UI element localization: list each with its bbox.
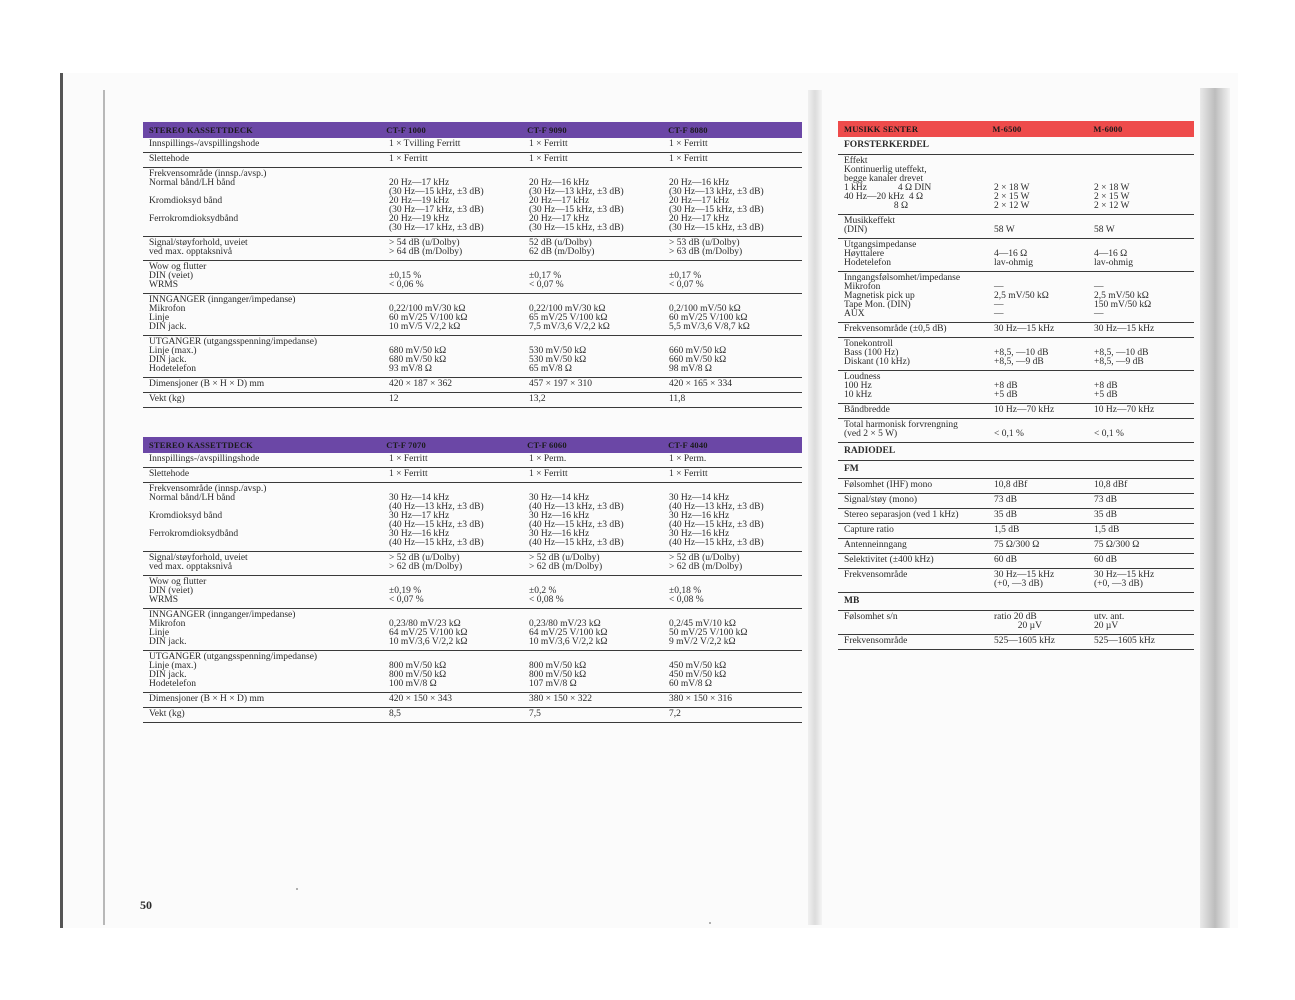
spec-value: 60 dB <box>994 555 1017 565</box>
spec-value: 0,22/100 mV/30 kΩ 60 mV/25 V/100 kΩ 10 mV/5 V/2,2 kΩ <box>389 304 468 332</box>
table-title: MUSIKK SENTER <box>844 123 919 134</box>
spec-value: 10 Hz—70 kHz <box>994 405 1055 415</box>
spec-value: 800 mV/50 kΩ 800 mV/50 kΩ 100 mV/8 Ω <box>389 661 447 689</box>
spec-row <box>838 635 1194 650</box>
spec-row <box>838 404 1194 419</box>
spec-value: 30 Hz—15 kHz <box>1094 324 1155 334</box>
spec-value: 10,8 dBf <box>1094 480 1128 490</box>
spec-value: 11,8 <box>669 394 686 404</box>
spec-value: ±0,19 % < 0,07 % <box>389 586 424 605</box>
page-number: 50 <box>140 898 152 912</box>
spec-value: 420 × 150 × 343 <box>389 694 452 704</box>
spec-value: 2 × 18 W 2 × 15 W 2 × 12 W <box>994 183 1030 211</box>
spec-value: 13,2 <box>529 394 546 404</box>
spec-value: 1 × Ferritt <box>669 154 708 164</box>
spec-row <box>838 479 1194 494</box>
spec-value: 0,23/80 mV/23 kΩ 64 mV/25 V/100 kΩ 10 mV/3,6 V/2,2 kΩ <box>529 619 608 647</box>
spec-label: Total harmonisk forvrengning (ved 2 × 5 W) <box>844 420 958 439</box>
spec-value: 52 dB (u/Dolby) 62 dB (m/Dolby) <box>529 238 595 257</box>
spec-label: Tonekontroll Bass (100 Hz) Diskant (10 kHz) <box>844 339 910 367</box>
table-header <box>143 122 802 138</box>
section-heading: FM <box>838 461 1194 479</box>
spec-value: > 52 dB (u/Dolby) > 62 dB (m/Dolby) <box>529 553 603 572</box>
spec-row <box>143 393 802 408</box>
spec-value: 1 × Ferritt <box>669 469 708 479</box>
spec-label: Innspillings-/avspillingshode <box>149 139 260 149</box>
spec-label: INNGANGER (innganger/impedanse) Mikrofon Linje DIN jack. <box>149 610 296 647</box>
spec-value: 58 W <box>1094 225 1115 235</box>
spec-row <box>143 453 802 468</box>
spec-row <box>838 611 1194 635</box>
spec-value: +8,5, —10 dB +8,5, —9 dB <box>994 348 1049 367</box>
spec-value: +8 dB +5 dB <box>1094 381 1118 400</box>
spec-label: UTGANGER (utgangsspenning/impedanse) Linje (max.) DIN jack. Hodetelefon <box>149 652 318 689</box>
table-title: STEREO KASSETTDECK <box>149 124 253 135</box>
spec-value: ratio 20 dB 20 µV <box>994 612 1042 631</box>
table-title: STEREO KASSETTDECK <box>149 439 253 450</box>
spec-value: 680 mV/50 kΩ 680 mV/50 kΩ 93 mV/8 Ω <box>389 346 447 374</box>
spec-value: 8,5 <box>389 709 401 719</box>
spec-value: 525—1605 kHz <box>1094 636 1155 646</box>
spec-row <box>143 609 802 651</box>
spec-value: 1 × Perm. <box>669 454 707 464</box>
spec-value: 1 × Ferritt <box>669 139 708 149</box>
spec-label: Frekvensområde (innsp./avsp.) Normal bånd/LH bånd Kromdioksyd bånd Ferrokromdioksydbånd <box>149 484 267 539</box>
cassette-deck-table-1 <box>143 122 802 408</box>
spec-value: 380 × 150 × 316 <box>669 694 732 704</box>
spec-row <box>143 468 802 483</box>
spec-value: 20 Hz—16 kHz (30 Hz—13 kHz, ±3 dB) 20 Hz—17 kHz (30 Hz—15 kHz, ±3 dB) 20 Hz—17 kHz (30 Hz—15 kHz, ±3 dB) <box>529 178 624 233</box>
model-name: M-6500 <box>992 123 1022 134</box>
spec-label: Inngangsfølsomhet/impedanse Mikrofon Magnetisk pick up Tape Mon. (DIN) AUX <box>844 273 961 319</box>
spec-value: ±0,17 % < 0,07 % <box>669 271 704 290</box>
spec-value: 660 mV/50 kΩ 660 mV/50 kΩ 98 mV/8 Ω <box>669 346 727 374</box>
spec-label: Vekt (kg) <box>149 394 185 404</box>
spec-value: 380 × 150 × 322 <box>529 694 592 704</box>
spec-value: 75 Ω/300 Ω <box>994 540 1040 550</box>
spec-value: 30 Hz—14 kHz (40 Hz—13 kHz, ±3 dB) 30 Hz—16 kHz (40 Hz—15 kHz, ±3 dB) 30 Hz—16 kHz (40 Hz—15 kHz, ±3 dB) <box>529 493 624 548</box>
spec-value: 1 × Tvilling Ferritt <box>389 139 461 149</box>
model-name: M-6000 <box>1093 123 1123 134</box>
spec-row <box>838 371 1194 404</box>
spec-value: 60 dB <box>1094 555 1117 565</box>
spec-value: < 0,1 % <box>994 429 1024 439</box>
spec-value: ±0,15 % < 0,06 % <box>389 271 424 290</box>
spec-value: ±0,18 % < 0,08 % <box>669 586 704 605</box>
spec-label: Effekt Kontinuerlig uteffekt, begge kanaler drevet 1 kHz 4 Ω DIN 40 Hz—20 kHz 4 Ω 8 Ω <box>844 156 932 211</box>
spec-label: INNGANGER (innganger/impedanse) Mikrofon Linje DIN jack. <box>149 295 296 332</box>
spec-row <box>143 483 802 552</box>
spec-label: UTGANGER (utgangsspenning/impedanse) Linje (max.) DIN jack. Hodetelefon <box>149 337 318 374</box>
spec-value: 450 mV/50 kΩ 450 mV/50 kΩ 60 mV/8 Ω <box>669 661 727 689</box>
spec-value: — 2,5 mV/50 kΩ — — <box>994 282 1049 319</box>
spec-value: 12 <box>389 394 399 404</box>
spec-value: 35 dB <box>1094 510 1117 520</box>
section-heading: FORSTERKERDEL <box>838 137 1194 155</box>
spec-row <box>143 237 802 261</box>
spec-row <box>838 239 1194 272</box>
spec-label: Wow og flutter DIN (veiet) WRMS <box>149 577 207 605</box>
spec-row <box>838 155 1194 215</box>
spec-value: 0,22/100 mV/30 kΩ 65 mV/25 V/100 kΩ 7,5 mV/3,6 V/2,2 kΩ <box>529 304 610 332</box>
page-fold <box>808 90 822 925</box>
spec-label: Signal/støyforhold, uveiet ved max. opptaksnivå <box>149 553 248 572</box>
model-name: CT-F 7070 <box>386 439 426 450</box>
spec-label: Frekvensområde <box>844 636 908 646</box>
spec-label: Innspillings-/avspillingshode <box>149 454 260 464</box>
page-shadow <box>1200 88 1230 928</box>
spec-value: 73 dB <box>1094 495 1117 505</box>
spec-label: Følsomhet (IHF) mono <box>844 480 933 490</box>
spec-row <box>143 336 802 378</box>
spec-value: 1 × Ferritt <box>529 154 568 164</box>
spec-value: 0,23/80 mV/23 kΩ 64 mV/25 V/100 kΩ 10 mV/3,6 V/2,2 kΩ <box>389 619 468 647</box>
spec-value: 30 Hz—15 kHz (+0, —3 dB) <box>1094 570 1155 589</box>
spec-row <box>143 261 802 294</box>
spec-value: 75 Ω/300 Ω <box>1094 540 1140 550</box>
spec-value: > 52 dB (u/Dolby) > 62 dB (m/Dolby) <box>389 553 463 572</box>
spec-label: Følsomhet s/n <box>844 612 898 622</box>
spec-label: Båndbredde <box>844 405 890 415</box>
speck <box>296 888 298 890</box>
spec-label: Loudness 100 Hz 10 kHz <box>844 372 881 400</box>
spec-value: 20 Hz—17 kHz (30 Hz—15 kHz, ±3 dB) 20 Hz—19 kHz (30 Hz—17 kHz, ±3 dB) 20 Hz—19 kHz (30 Hz—17 kHz, ±3 dB) <box>389 178 484 233</box>
spec-value: 530 mV/50 kΩ 530 mV/50 kΩ 65 mV/8 Ω <box>529 346 587 374</box>
spec-row <box>838 215 1194 239</box>
spec-value: 30 Hz—15 kHz <box>994 324 1055 334</box>
spec-row <box>143 294 802 336</box>
spec-label: Antenneinngang <box>844 540 907 550</box>
spec-value: 73 dB <box>994 495 1017 505</box>
spec-row <box>143 552 802 576</box>
model-name: CT-F 1000 <box>386 124 426 135</box>
spec-value: 2 × 18 W 2 × 15 W 2 × 12 W <box>1094 183 1130 211</box>
spec-row <box>838 524 1194 539</box>
spec-value: < 0,1 % <box>1094 429 1124 439</box>
spec-value: 1 × Ferritt <box>529 469 568 479</box>
spec-value: 1 × Ferritt <box>389 454 428 464</box>
model-name: CT-F 6060 <box>527 439 567 450</box>
spec-label: Frekvensområde (±0,5 dB) <box>844 324 947 334</box>
spec-row <box>143 708 802 723</box>
spec-label: Wow og flutter DIN (veiet) WRMS <box>149 262 207 290</box>
spec-label: Musikkeffekt (DIN) <box>844 216 896 235</box>
spec-row <box>838 554 1194 569</box>
spec-label: Capture ratio <box>844 525 894 535</box>
spec-value: 800 mV/50 kΩ 800 mV/50 kΩ 107 mV/8 Ω <box>529 661 587 689</box>
spec-row <box>143 693 802 708</box>
speck <box>709 922 711 924</box>
page-edge <box>103 90 105 925</box>
spec-value: 1,5 dB <box>994 525 1020 535</box>
spec-row <box>838 539 1194 554</box>
spec-label: Frekvensområde (innsp./avsp.) Normal bånd/LH bånd Kromdioksyd bånd Ferrokromdioksydbånd <box>149 169 267 224</box>
spec-label: Stereo separasjon (ved 1 kHz) <box>844 510 959 520</box>
spec-value: 30 Hz—15 kHz (+0, —3 dB) <box>994 570 1055 589</box>
spec-row <box>143 378 802 393</box>
spec-label: Dimensjoner (B × H × D) mm <box>149 379 265 389</box>
spec-value: 1 × Ferritt <box>529 139 568 149</box>
spec-value: > 53 dB (u/Dolby) > 63 dB (m/Dolby) <box>669 238 743 257</box>
spec-label: Signal/støy (mono) <box>844 495 918 505</box>
spec-value: 1 × Ferritt <box>389 469 428 479</box>
model-name: CT-F 9090 <box>527 124 567 135</box>
spec-label: Dimensjoner (B × H × D) mm <box>149 694 265 704</box>
spec-label: Slettehode <box>149 154 190 164</box>
spec-value: +8,5, —10 dB +8,5, —9 dB <box>1094 348 1149 367</box>
model-name: CT-F 4040 <box>668 439 708 450</box>
spec-row <box>143 576 802 609</box>
spec-value: 58 W <box>994 225 1015 235</box>
spec-value: 420 × 165 × 334 <box>669 379 732 389</box>
spec-value: ±0,2 % < 0,08 % <box>529 586 564 605</box>
spec-value: 420 × 187 × 362 <box>389 379 452 389</box>
spec-value: 7,5 <box>529 709 541 719</box>
spec-value: 30 Hz—14 kHz (40 Hz—13 kHz, ±3 dB) 30 Hz—16 kHz (40 Hz—15 kHz, ±3 dB) 30 Hz—16 kHz (40 Hz—15 kHz, ±3 dB) <box>669 493 764 548</box>
spec-value: 525—1605 kHz <box>994 636 1055 646</box>
spec-row <box>838 272 1194 323</box>
music-center-table <box>838 121 1194 650</box>
section-heading: RADIODEL <box>838 443 1194 461</box>
spec-value: 35 dB <box>994 510 1017 520</box>
spec-value: 10 Hz—70 kHz <box>1094 405 1155 415</box>
table-header <box>838 121 1194 137</box>
spec-value: > 52 dB (u/Dolby) > 62 dB (m/Dolby) <box>669 553 743 572</box>
spec-row <box>838 419 1194 443</box>
spec-value: ±0,17 % < 0,07 % <box>529 271 564 290</box>
spec-value: 1,5 dB <box>1094 525 1120 535</box>
spec-value: 4—16 Ω lav-ohmig <box>1094 249 1134 268</box>
spec-row <box>838 509 1194 524</box>
spec-value: 457 × 197 × 310 <box>529 379 592 389</box>
spec-row <box>838 494 1194 509</box>
spec-label: Utgangsimpedanse Høyttalere Hodetelefon <box>844 240 917 268</box>
spec-value: 1 × Perm. <box>529 454 567 464</box>
section-heading: MB <box>838 593 1194 611</box>
table-header <box>143 437 802 453</box>
spec-value: 10,8 dBf <box>994 480 1028 490</box>
spec-label: Vekt (kg) <box>149 709 185 719</box>
spec-value: 20 Hz—16 kHz (30 Hz—13 kHz, ±3 dB) 20 Hz—17 kHz (30 Hz—15 kHz, ±3 dB) 20 Hz—17 kHz (30 Hz—15 kHz, ±3 dB) <box>669 178 764 233</box>
spec-label: Slettehode <box>149 469 190 479</box>
spec-value: 7,2 <box>669 709 681 719</box>
spec-value: — 2,5 mV/50 kΩ 150 mV/50 kΩ — <box>1094 282 1152 319</box>
spec-value: 30 Hz—14 kHz (40 Hz—13 kHz, ±3 dB) 30 Hz—17 kHz (40 Hz—15 kHz, ±3 dB) 30 Hz—16 kHz (40 Hz—15 kHz, ±3 dB) <box>389 493 484 548</box>
spec-value: utv. ant. 20 µV <box>1094 612 1125 631</box>
spec-row <box>143 153 802 168</box>
spec-value: +8 dB +5 dB <box>994 381 1018 400</box>
spec-label: Selektivitet (±400 kHz) <box>844 555 934 565</box>
spec-value: 1 × Ferritt <box>389 154 428 164</box>
spec-row <box>838 323 1194 338</box>
spec-value: 0,2/45 mV/10 kΩ 50 mV/25 V/100 kΩ 9 mV/2 V/2,2 kΩ <box>669 619 748 647</box>
spec-row <box>143 651 802 693</box>
spec-value: > 54 dB (u/Dolby) > 64 dB (m/Dolby) <box>389 238 463 257</box>
spec-label: Frekvensområde <box>844 570 908 580</box>
spec-value: 0,2/100 mV/50 kΩ 60 mV/25 V/100 kΩ 5,5 mV/3,6 V/8,7 kΩ <box>669 304 750 332</box>
spec-row <box>838 338 1194 371</box>
spec-label: Signal/støyforhold, uveiet ved max. opptaksnivå <box>149 238 248 257</box>
spec-row <box>838 569 1194 593</box>
spec-row <box>143 168 802 237</box>
model-name: CT-F 8080 <box>668 124 708 135</box>
spec-row <box>143 138 802 153</box>
cassette-deck-table-2 <box>143 437 802 723</box>
spec-value: 4—16 Ω lav-ohmig <box>994 249 1034 268</box>
